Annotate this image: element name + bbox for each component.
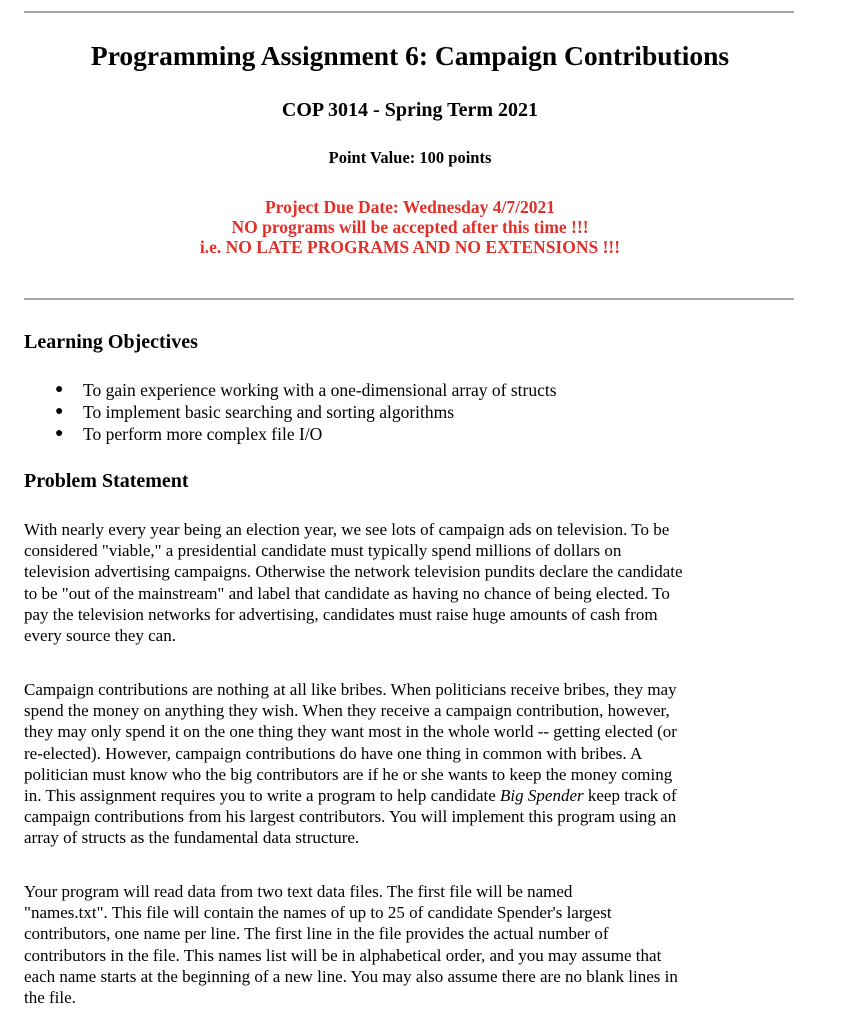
course-subtitle: COP 3014 - Spring Term 2021 bbox=[281, 99, 539, 121]
paragraph-line: politician must know who the big contributors are if he or she wants to keep the money coming bbox=[24, 764, 673, 784]
paragraph-line: television advertising campaigns. Otherwise the network television pundits declare the candidate bbox=[24, 562, 683, 582]
learning-objectives-heading: Learning Objectives bbox=[24, 331, 198, 353]
paragraph-line bbox=[24, 785, 804, 806]
paragraph-line: array of structs as the fundamental data structure. bbox=[24, 828, 360, 848]
paragraph-3 bbox=[24, 881, 804, 1008]
line-text: in. This assignment requires you to write a program to help candidate bbox=[24, 786, 501, 806]
due-date-notice bbox=[0, 197, 820, 257]
bullet-icon: ● bbox=[55, 426, 64, 441]
paragraph-line: pay the television networks for advertising, candidates must raise huge amounts of cash from bbox=[24, 604, 658, 624]
list-item bbox=[55, 401, 557, 423]
paragraph-line: Campaign contributions are nothing at all like bribes. When politicians receive bribes, they may bbox=[24, 680, 677, 699]
list-item-text: To implement basic searching and sorting algorithms bbox=[83, 402, 455, 422]
point-value: Point Value: 100 points bbox=[328, 148, 492, 167]
paragraph-line: Your program will read data from two text data files. The first file will be named bbox=[24, 882, 573, 901]
paragraph-line: re-elected). However, campaign contributions do have one thing in common with bribes. A bbox=[24, 743, 643, 763]
paragraph-line: "names.txt". This file will contain the names of up to 25 of candidate Spender's largest bbox=[24, 903, 612, 923]
no-late-line: NO programs will be accepted after this time !!! bbox=[231, 217, 589, 237]
paragraph-2 bbox=[24, 679, 804, 849]
paragraph-line: the file. bbox=[24, 988, 76, 1008]
bullet-icon: ● bbox=[55, 382, 64, 397]
list-item-text: To perform more complex file I/O bbox=[83, 424, 323, 444]
paragraph-line: contributors in the file. This names list will be in alphabetical order, and you may assume that bbox=[24, 945, 662, 965]
paragraph-1 bbox=[24, 519, 804, 646]
paragraph-line: With nearly every year being an election year, we see lots of campaign ads on television. To be bbox=[24, 520, 670, 539]
paragraph-line: campaign contributions from his largest contributors. You will implement this program using an bbox=[24, 807, 677, 827]
list-item bbox=[55, 379, 557, 401]
section-divider bbox=[24, 298, 794, 300]
candidate-name: Big Spender bbox=[500, 786, 584, 806]
list-item bbox=[55, 423, 557, 445]
paragraph-line: contributors, one name per line. The first line in the file provides the actual number of bbox=[24, 924, 609, 944]
list-item-text: To gain experience working with a one-dimensional array of structs bbox=[83, 380, 557, 400]
no-extensions-line: i.e. NO LATE PROGRAMS AND NO EXTENSIONS !!! bbox=[199, 237, 621, 257]
paragraph-line: spend the money on anything they wish. When they receive a campaign contribution, however, bbox=[24, 701, 670, 721]
due-date-line: Project Due Date: Wednesday 4/7/2021 bbox=[264, 197, 555, 217]
paragraph-line: every source they can. bbox=[24, 626, 176, 646]
page-title: Programming Assignment 6: Campaign Contributions bbox=[90, 40, 730, 71]
paragraph-line: considered "viable," a presidential candidate must typically spend millions of dollars on bbox=[24, 541, 622, 561]
paragraph-line: each name starts at the beginning of a new line. You may also assume there are no blank lines in bbox=[24, 966, 678, 986]
paragraph-line: they may only spend it on the one thing they want most in the whole world -- getting elected (or bbox=[24, 722, 677, 742]
line-text: keep track of bbox=[583, 786, 677, 806]
learning-objectives-list bbox=[55, 379, 557, 445]
problem-statement-heading: Problem Statement bbox=[24, 470, 189, 492]
paragraph-line: to be "out of the mainstream" and label that candidate as having no chance of being elected. To bbox=[24, 583, 670, 603]
top-divider bbox=[24, 11, 794, 13]
bullet-icon: ● bbox=[55, 404, 64, 419]
